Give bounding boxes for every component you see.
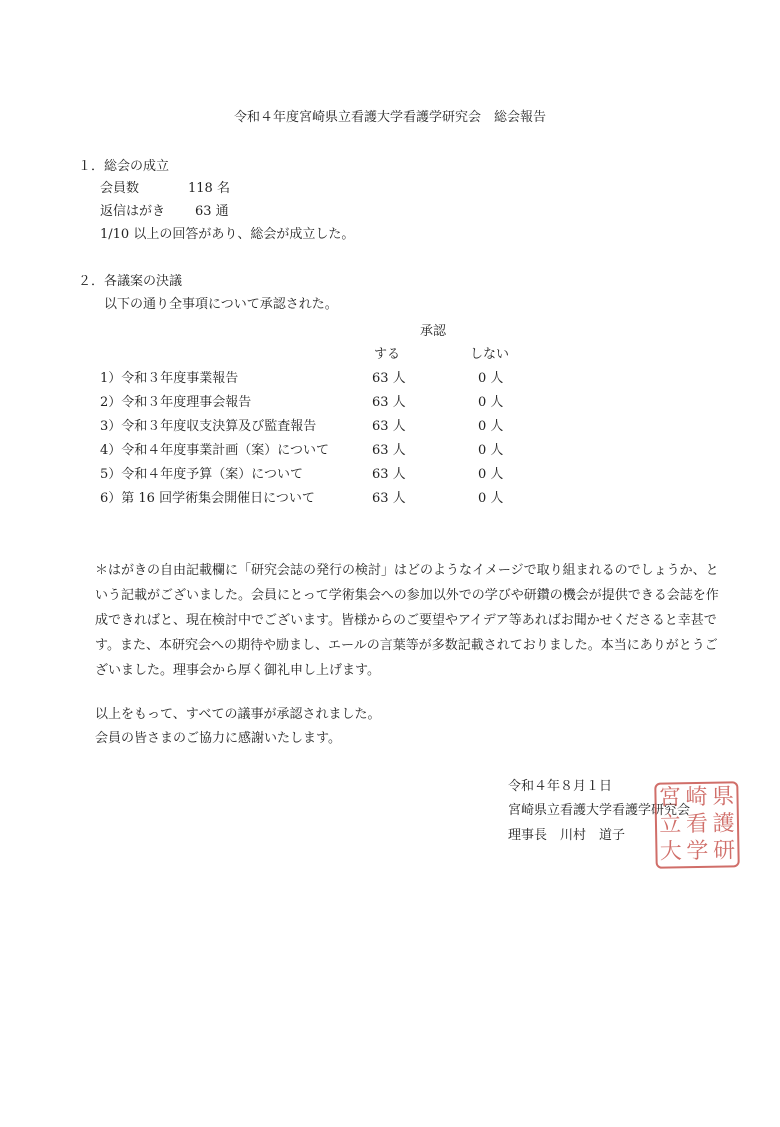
resolution-label: 1）令和３年度事業報告: [100, 371, 239, 386]
seal-char: 大: [659, 839, 683, 865]
resolution-no: 0 人: [478, 395, 504, 410]
resolution-no: 0 人: [478, 443, 504, 458]
resolution-yes: 63 人: [372, 467, 406, 482]
resolution-label: 5）令和４年度予算（案）について: [100, 467, 304, 482]
resolution-no: 0 人: [478, 371, 504, 386]
seal-char: 宮: [658, 784, 682, 811]
replies-label: 返信はがき: [100, 204, 166, 219]
replies-value: 63 通: [195, 204, 229, 219]
resolution-yes: 63 人: [372, 443, 406, 458]
resolution-no: 0 人: [478, 467, 504, 482]
resolution-yes: 63 人: [372, 395, 406, 410]
section2-intro: 以下の通り全事項について承認された。: [104, 297, 338, 312]
closing-line-2: 会員の皆さまのご協力に感謝いたします。: [95, 731, 341, 746]
seal-char: 崎: [685, 784, 708, 810]
seal-char: 県: [711, 784, 735, 810]
closing-line-1: 以上をもって、すべての議事が承認されました。: [95, 707, 381, 722]
members-value: 118 名: [188, 181, 230, 196]
signature-person: 理事長 川村 道子: [508, 828, 626, 843]
resolution-no: 0 人: [478, 491, 504, 506]
free-comment-note: ＊はがきの自由記載欄に「研究会誌の発行の検討」はどのようなイメージで取り組まれるのでしょうか、という記載がございました。会員にとって学術集会への参加以外での学びや研鑽の機会が提供できる会誌を作成できればと、現在検討中でございます。皆様からのご要望やアイデア等あればお聞かせくださると幸甚です。また、本研究会への期待や励まし、エールの言葉等が多数記載されておりました。本当にありがとうございました。理事会から厚く御礼申し上げます。: [95, 563, 719, 678]
seal-char: 護: [712, 811, 735, 837]
quorum-conclusion: 1/10 以上の回答があり、総会が成立した。: [100, 227, 355, 242]
resolution-label: 4）令和４年度事業計画（案）について: [100, 443, 330, 458]
seal-char: 研: [712, 838, 736, 865]
approve-column-header: する: [374, 347, 401, 362]
approval-column-group: 承認: [420, 324, 447, 339]
signature-date: 令和４年８月１日: [508, 779, 613, 794]
resolution-label: 6）第 16 回学術集会開催日について: [100, 491, 315, 506]
reject-column-header: しない: [470, 347, 510, 362]
section1-heading: １．総会の成立: [78, 159, 170, 174]
resolution-label: 2）令和３年度理事会報告: [100, 395, 252, 410]
resolution-label: 3）令和３年度収支決算及び監査報告: [100, 419, 317, 434]
document-title: 令和４年度宮崎県立看護大学看護学研究会 総会報告: [233, 110, 546, 125]
resolution-yes: 63 人: [372, 371, 406, 386]
resolution-no: 0 人: [478, 419, 504, 434]
seal-char: 看: [685, 811, 709, 838]
signature-organization: 宮崎県立看護大学看護学研究会: [508, 803, 691, 818]
seal-char: 立: [659, 812, 682, 838]
members-label: 会員数: [100, 181, 140, 196]
resolution-yes: 63 人: [372, 419, 406, 434]
official-seal-stamp: [654, 781, 739, 868]
seal-char: 学: [686, 839, 709, 865]
section2-heading: ２．各議案の決議: [78, 274, 183, 289]
resolution-yes: 63 人: [372, 491, 406, 506]
